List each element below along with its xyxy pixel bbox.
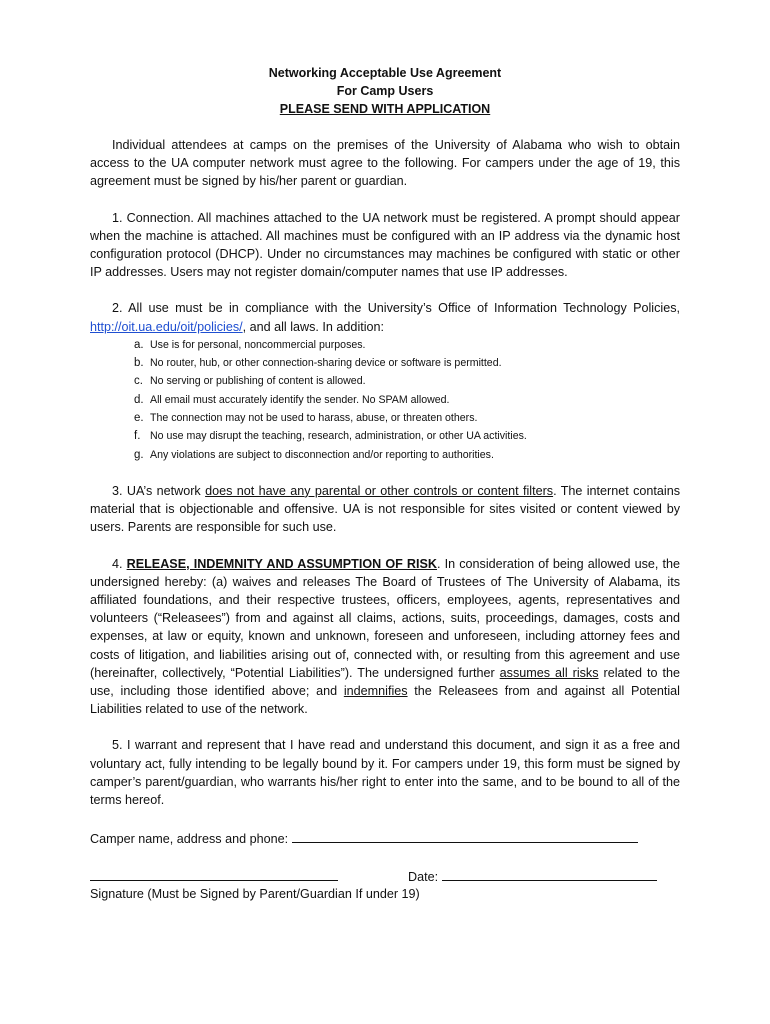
document-subtitle: For Camp Users xyxy=(336,84,434,98)
no-filters-emphasis: does not have any parental or other controls or content filters xyxy=(205,483,554,498)
date-group xyxy=(408,867,657,886)
date-field[interactable] xyxy=(442,867,657,881)
signature-date-row xyxy=(90,867,680,885)
release-heading: RELEASE, INDEMNITY AND ASSUMPTION OF RISK xyxy=(126,556,438,571)
list-item xyxy=(134,336,680,354)
list-item xyxy=(134,354,680,372)
list-item xyxy=(134,391,680,409)
signature-field[interactable] xyxy=(90,867,338,881)
list-item xyxy=(134,427,680,445)
list-item-text: Any violations are subject to disconnection and/or reporting to authorities. xyxy=(150,448,494,461)
release-body-3: the Releasees from and against all Potential Liabilities related to use of the network. xyxy=(90,683,680,717)
camper-info-row xyxy=(90,829,680,848)
signature-caption: Signature (Must be Signed by Parent/Guardian If under 19) xyxy=(90,887,420,902)
date-label: Date: xyxy=(408,870,442,885)
list-item-text: No use may disrupt the teaching, research, administration, or other UA activities. xyxy=(150,430,527,443)
section-connection: 1. Connection. All machines attached to the UA network must be registered. A prompt should appear when the machine is attached. All machines must be configured with an IP address via the dynamic host configuration protocol (DHCP). Under no circumstances may machines be configured with static or other IP addresses. Users may not register domain/computer names that use IP addresses. xyxy=(90,210,680,280)
section-warranty: 5. I warrant and represent that I have read and understand this document, and sign it as a free and voluntary act, fully intending to be legally bound by it. For campers under 19, this form must be signed by camper’s parent/guardian, who warrants his/her right to enter into the same, and to be bound to all of the terms hereof. xyxy=(90,738,680,807)
list-item-letter: b. xyxy=(134,357,144,370)
list-item-text: Use is for personal, noncommercial purposes. xyxy=(150,338,366,351)
list-item-letter: e. xyxy=(134,412,144,425)
list-item xyxy=(134,409,680,427)
release-body-2: related to the use, including those identified above; and xyxy=(90,665,680,698)
list-item-letter: d. xyxy=(134,393,144,406)
document-title: Networking Acceptable Use Agreement xyxy=(268,66,502,80)
section-compliance-tail: , and all laws. In addition: xyxy=(242,319,385,334)
agreement-page xyxy=(90,64,680,903)
intro-paragraph: Individual attendees at camps on the premises of the University of Alabama who wish to obtain access to the UA computer network must agree to the following. For campers under the age of 19, this agreement must be signed by his/her parent or guardian. xyxy=(90,138,680,189)
release-body-1: . In consideration of being allowed use, the undersigned hereby: (a) waives and releases The Board of Trustees of The University of Alabama, its affiliated foundations, and their respective trustees, officers, employees, agents, representatives and volunteers (“Releasees”) from and against all claims, actions, suits, proceedings, damages, costs and expenses, at law or equity, known and unknown, foreseen and unforeseen, including attorney fees and costs of litigation, and liabilities arising out of, connected with, or resulting from this agreement and use (hereinafter, collectively, “Potential Liabilities”). The undersigned further xyxy=(90,556,680,680)
list-item-text: No router, hub, or other connection-sharing device or software is permitted. xyxy=(150,357,502,370)
section-no-filters-tail: . The internet contains material that is objectionable and offensive. UA is not responsible for sites visited or content viewed by users. Parents are responsible for such use. xyxy=(90,483,680,535)
list-item xyxy=(134,372,680,390)
policies-link[interactable]: http://oit.ua.edu/oit/policies/ xyxy=(90,319,243,334)
list-item-text: All email must accurately identify the sender. No SPAM allowed. xyxy=(150,393,450,406)
list-item-text: No serving or publishing of content is allowed. xyxy=(150,375,366,388)
section-no-filters xyxy=(90,482,680,537)
section-release xyxy=(90,555,680,719)
send-with-application-notice: PLEASE SEND WITH APPLICATION xyxy=(279,102,491,116)
assumes-all-risks-emphasis: assumes all risks xyxy=(499,665,599,680)
compliance-list xyxy=(90,336,680,464)
section-no-filters-lead: 3. UA’s network xyxy=(112,483,206,498)
list-item-letter: f. xyxy=(134,430,141,443)
section-compliance-lead: 2. All use must be in compliance with the University’s Office of Information Technology Policies, xyxy=(112,301,680,316)
list-item-letter: c. xyxy=(134,375,143,388)
camper-info-label: Camper name, address and phone: xyxy=(90,832,292,847)
document-header xyxy=(90,64,680,118)
list-item-text: The connection may not be used to harass, abuse, or threaten others. xyxy=(150,412,478,425)
list-item-letter: a. xyxy=(134,338,144,351)
camper-info-field[interactable] xyxy=(292,829,638,843)
section-compliance xyxy=(90,299,680,335)
indemnifies-emphasis: indemnifies xyxy=(343,683,408,698)
list-item xyxy=(134,446,680,464)
section-release-number: 4. xyxy=(112,556,127,571)
list-item-letter: g. xyxy=(134,448,144,461)
